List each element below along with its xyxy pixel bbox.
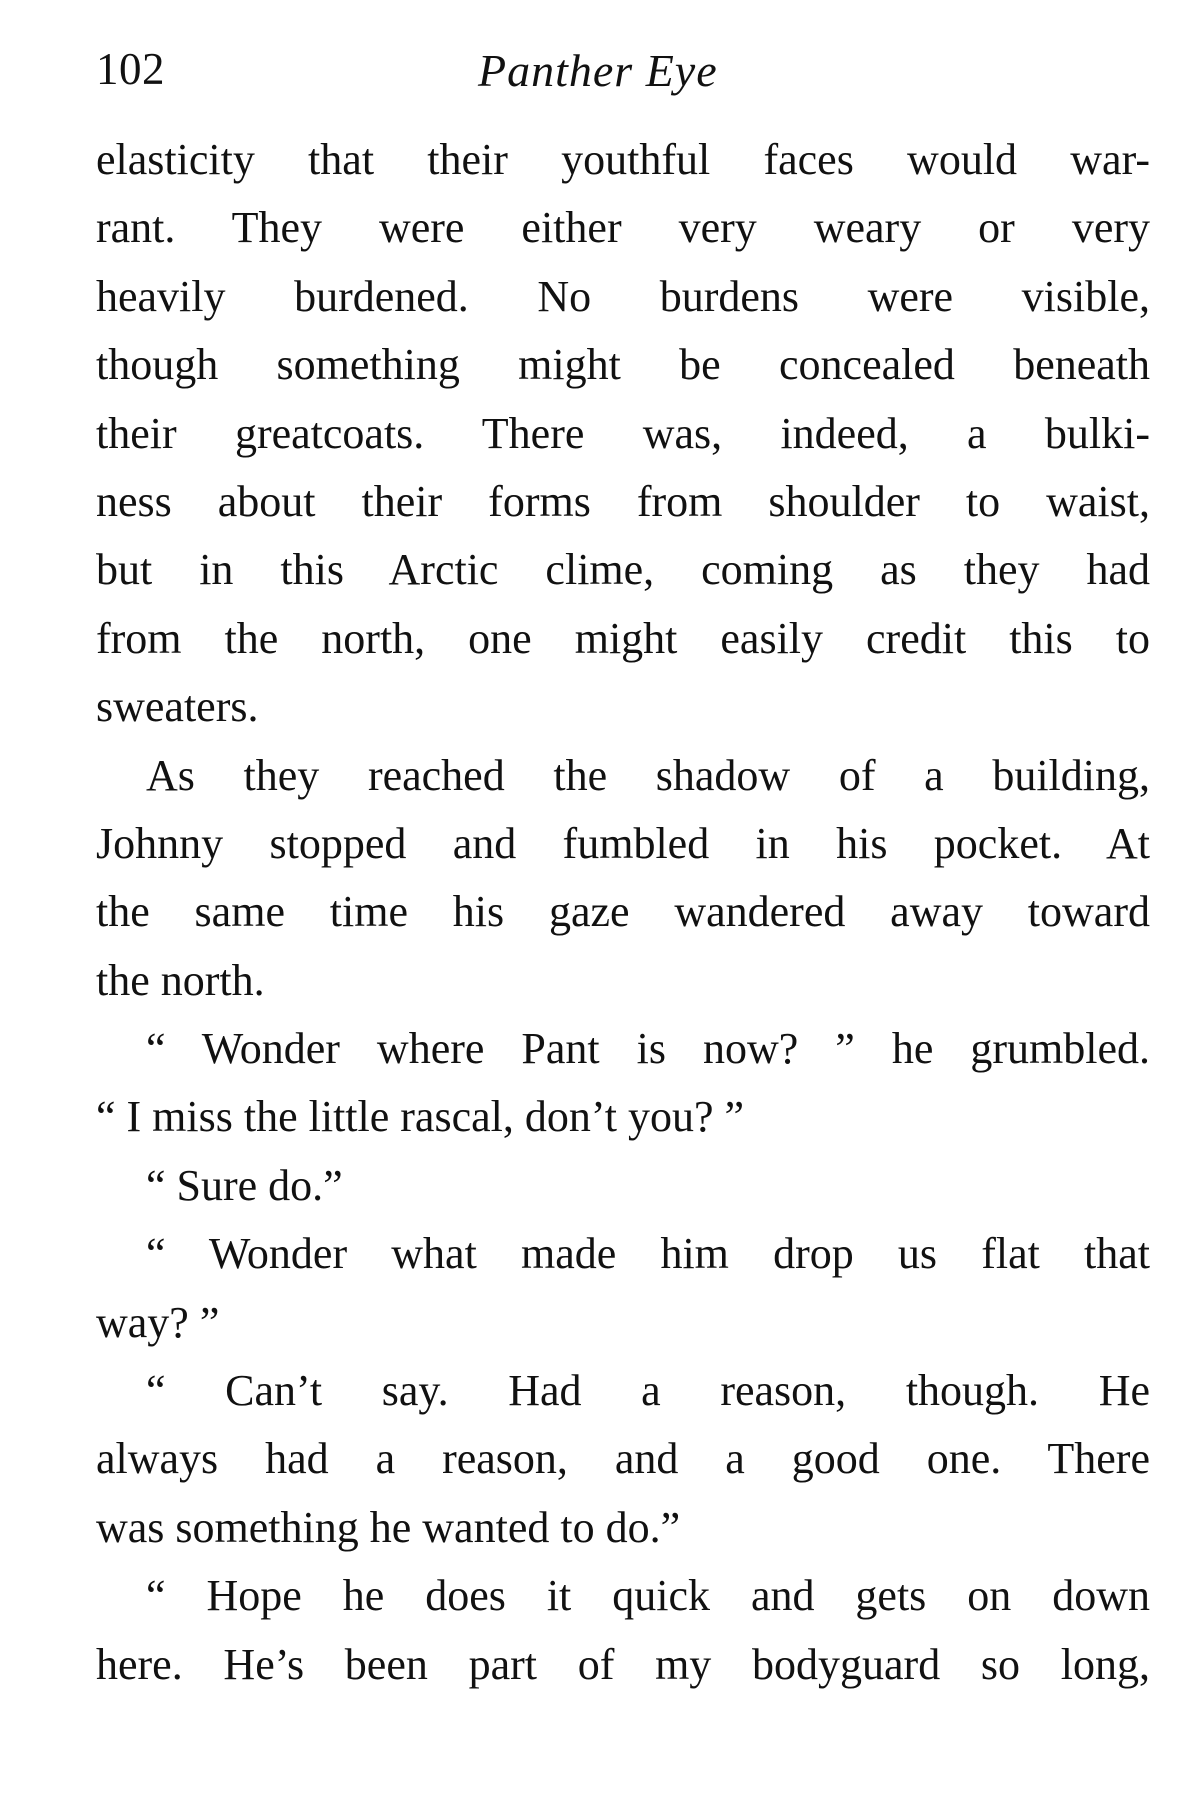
text-line: As they reached the shadow of a building, (146, 750, 1150, 800)
text-line: but in this Arctic clime, coming as they had (96, 545, 1150, 595)
dialogue-line: “ I miss the little rascal, don’t you? ” (96, 1092, 745, 1142)
dialogue-line: “ Can’t say. Had a reason, though. He (146, 1366, 1150, 1416)
text-line: the north. (96, 955, 265, 1005)
text-line: from the north, one might easily credit this to (96, 613, 1150, 663)
dialogue-line: always had a reason, and a good one. There (96, 1434, 1150, 1484)
text-line: though something might be concealed beneath (96, 340, 1150, 390)
dialogue-line: “ Hope he does it quick and gets on down (146, 1571, 1150, 1621)
text-line: rant. They were either very weary or very (96, 203, 1150, 253)
dialogue-line: way? ” (96, 1297, 220, 1347)
page-header (96, 36, 1150, 100)
page-number: 102 (96, 44, 165, 94)
text-line: Johnny stopped and fumbled in his pocket. At (96, 818, 1150, 868)
text-line: ness about their forms from shoulder to waist, (96, 476, 1150, 526)
dialogue-line: “ Wonder what made him drop us flat that (146, 1229, 1150, 1279)
text-line: sweaters. (96, 682, 259, 732)
dialogue-line: “ Wonder where Pant is now? ” he grumbled. (146, 1024, 1150, 1074)
dialogue-line: here. He’s been part of my bodyguard so long, (96, 1639, 1150, 1689)
running-head: Panther Eye (478, 45, 718, 96)
text-line: elasticity that their youthful faces would war- (96, 135, 1150, 184)
dialogue-line: was something he wanted to do.” (96, 1502, 681, 1552)
text-line: heavily burdened. No burdens were visible, (96, 271, 1150, 321)
dialogue-line: “ Sure do.” (146, 1160, 343, 1210)
text-line: their greatcoats. There was, indeed, a bulki- (96, 408, 1150, 458)
text-line: the same time his gaze wandered away toward (96, 887, 1150, 937)
body-text (96, 126, 1150, 1699)
